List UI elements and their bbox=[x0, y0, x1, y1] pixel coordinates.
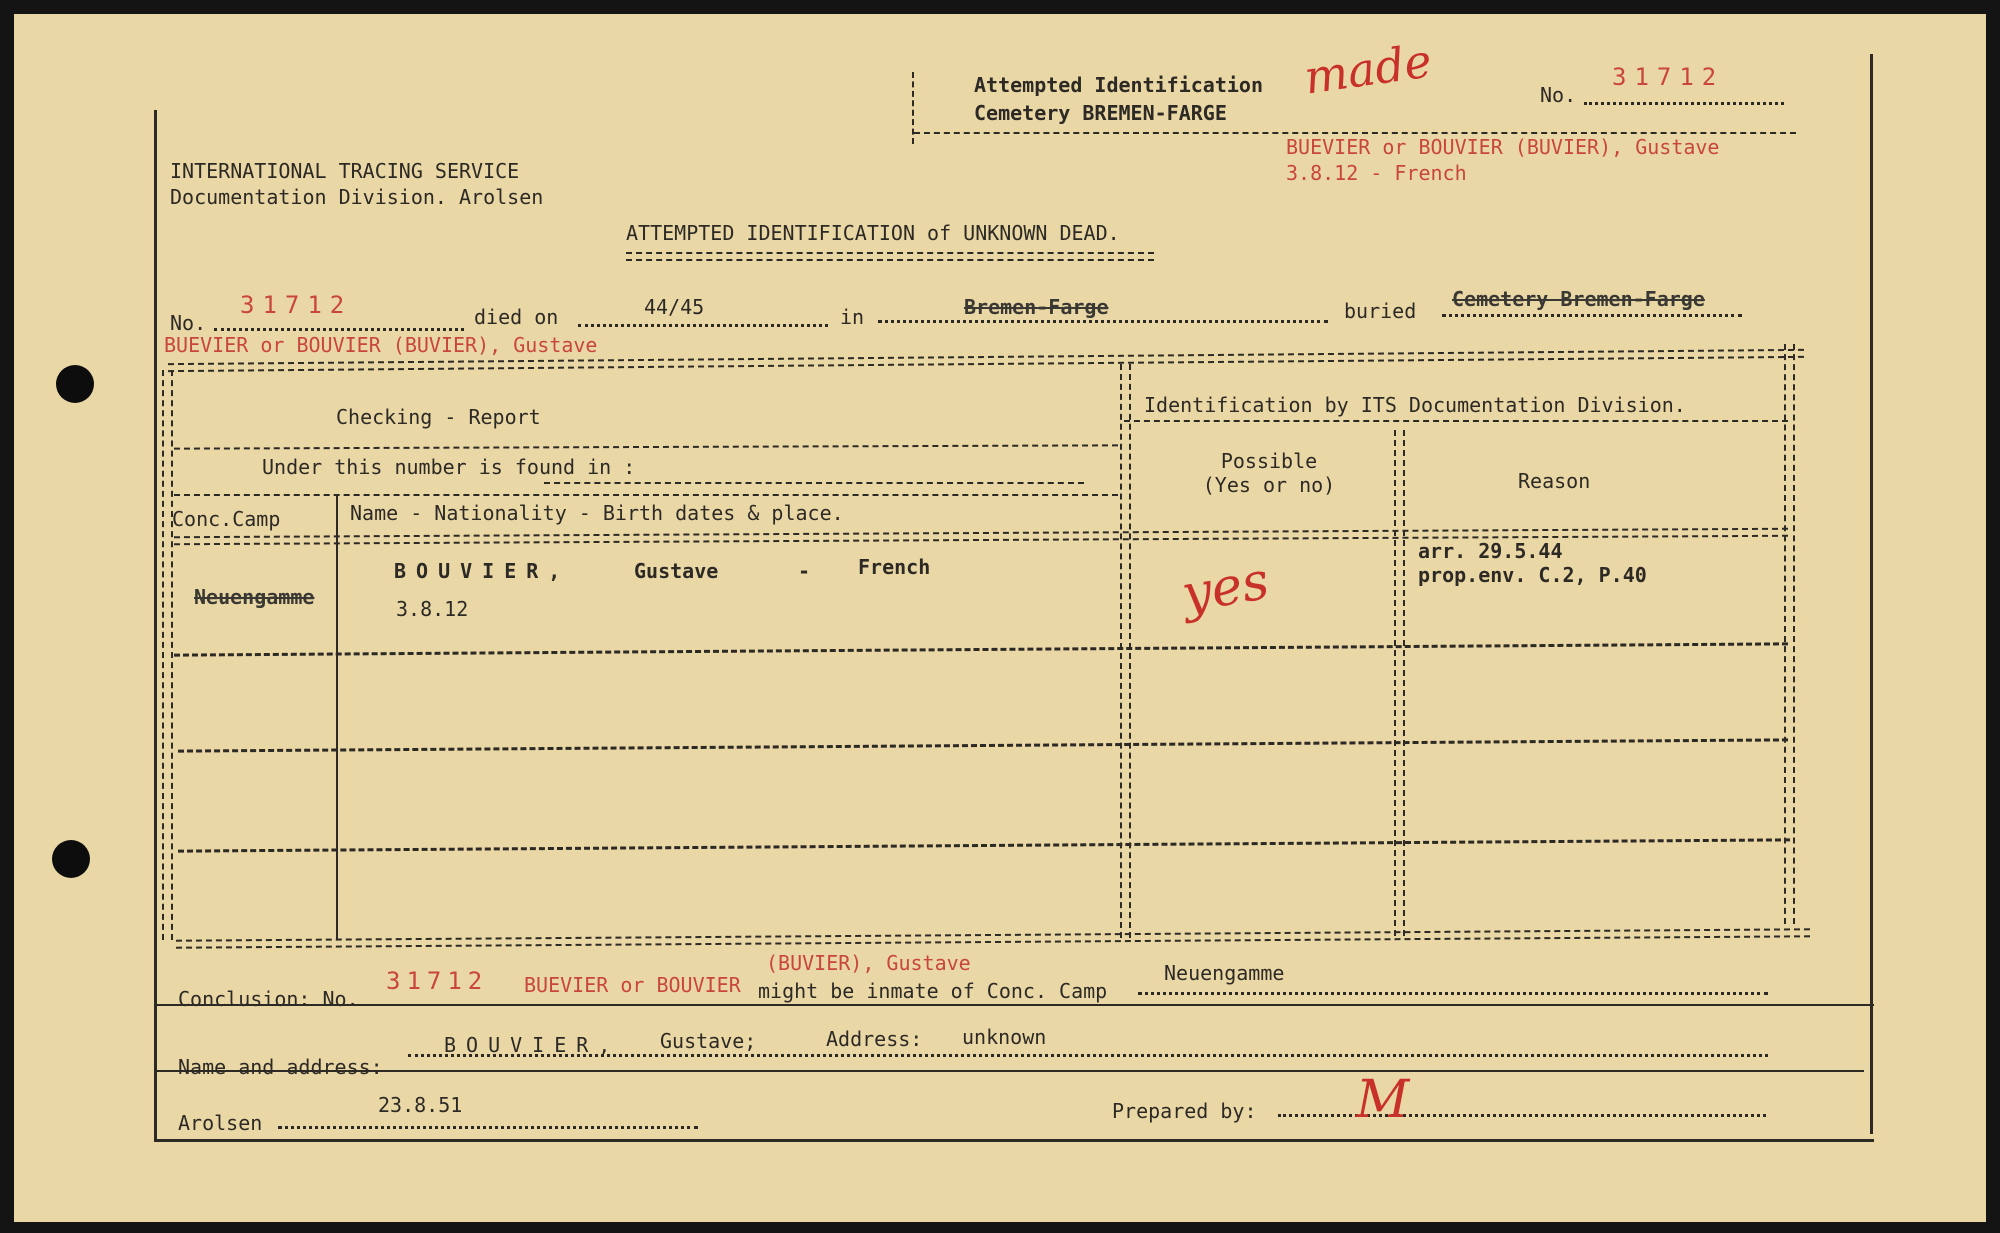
found-in-label: Under this number is found in : bbox=[262, 455, 636, 479]
record-no-value: 31712 bbox=[240, 291, 353, 319]
possible-header-line-1: Possible bbox=[1220, 449, 1318, 473]
row1-dash: - bbox=[798, 559, 811, 583]
record-name-red: BUEVIER or BOUVIER (BUVIER), Gustave bbox=[164, 333, 598, 357]
top-number-value: 31712 bbox=[1612, 63, 1725, 91]
top-number-label: No. bbox=[1540, 83, 1577, 107]
top-number-dots bbox=[1584, 102, 1784, 105]
row1-reason-line-1: arr. 29.5.44 bbox=[1418, 539, 1563, 563]
record-no-dots bbox=[214, 328, 464, 331]
name-address-surname: BOUVIER, bbox=[444, 1033, 621, 1057]
conclusion-camp-value: Neuengamme bbox=[1164, 961, 1285, 985]
place-dots bbox=[278, 1126, 698, 1129]
buried-dots bbox=[1442, 314, 1742, 317]
name-address-firstname: Gustave; bbox=[660, 1029, 757, 1053]
table-right-border bbox=[1784, 344, 1795, 924]
buried-label: buried bbox=[1344, 299, 1417, 323]
reason-header: Reason bbox=[1518, 469, 1591, 493]
table-header-divider-left bbox=[174, 444, 1118, 449]
table-header-divider-right bbox=[1124, 420, 1788, 422]
died-on-label: died on bbox=[474, 305, 559, 329]
conclusion-camp-dots bbox=[1138, 992, 1768, 995]
found-in-row-divider bbox=[174, 494, 1118, 496]
conclusion-inmate-text: might be inmate of Conc. Camp bbox=[758, 979, 1108, 1003]
org-line-2: Documentation Division. Arolsen bbox=[170, 185, 544, 209]
handwritten-made: made bbox=[1300, 33, 1435, 105]
row1-reason-line-2: prop.env. C.2, P.40 bbox=[1418, 563, 1647, 587]
in-value: Bremen-Farge bbox=[964, 295, 1109, 319]
row-divider-2 bbox=[178, 738, 1788, 752]
conclusion-label: Conclusion: No. bbox=[178, 987, 359, 1011]
name-nationality-header: Name - Nationality - Birth dates & place. bbox=[350, 501, 844, 525]
died-on-value: 44/45 bbox=[644, 295, 705, 319]
stamp-line-2: Cemetery BREMEN-FARGE bbox=[974, 101, 1227, 125]
prepared-by-dots bbox=[1278, 1114, 1766, 1117]
footer-date: 23.8.51 bbox=[378, 1093, 463, 1117]
table-bottom-border bbox=[176, 928, 1810, 948]
punch-hole-top bbox=[56, 365, 94, 403]
bottom-border-line bbox=[154, 1139, 1874, 1142]
address-value: unknown bbox=[962, 1025, 1047, 1049]
header-birth-red: 3.8.12 - French bbox=[1286, 161, 1467, 185]
table-possible-reason-divider bbox=[1394, 430, 1405, 936]
conclusion-number: 31712 bbox=[386, 967, 489, 995]
address-label: Address: bbox=[826, 1027, 923, 1051]
in-label: in bbox=[840, 305, 865, 329]
in-dots bbox=[878, 320, 1328, 323]
row-divider-3 bbox=[178, 838, 1790, 852]
died-on-dots bbox=[578, 324, 828, 327]
table-left-border bbox=[162, 370, 173, 940]
document-title: ATTEMPTED IDENTIFICATION of UNKNOWN DEAD. bbox=[626, 221, 1120, 245]
conclusion-name-red: BUEVIER or BOUVIER bbox=[524, 973, 741, 997]
row1-camp: Neuengamme bbox=[194, 585, 315, 609]
conclusion-underline bbox=[154, 1004, 1874, 1006]
prepared-by-label: Prepared by: bbox=[1112, 1099, 1257, 1123]
table-middle-divider bbox=[1120, 364, 1131, 938]
record-no-label: No. bbox=[170, 311, 207, 335]
left-border-line bbox=[154, 110, 157, 1142]
stamp-line-1: Attempted Identification bbox=[974, 73, 1263, 97]
place-label: Arolsen bbox=[178, 1111, 263, 1135]
stamp-box-bottom bbox=[914, 132, 1796, 134]
buried-value: Cemetery Bremen-Farge bbox=[1452, 287, 1705, 311]
name-address-label: Name and address: bbox=[178, 1055, 383, 1079]
identification-header: Identification by ITS Documentation Division. bbox=[1144, 393, 1686, 417]
conc-camp-header: Conc.Camp bbox=[172, 507, 281, 531]
punch-hole-bottom bbox=[52, 840, 90, 878]
checking-report-header: Checking - Report bbox=[336, 405, 541, 429]
found-in-underline bbox=[544, 482, 1084, 484]
right-border-line bbox=[1870, 54, 1873, 1134]
row1-firstname: Gustave bbox=[634, 559, 719, 583]
row1-nationality: French bbox=[858, 555, 931, 579]
header-name-red: BUEVIER or BOUVIER (BUVIER), Gustave bbox=[1286, 135, 1720, 159]
document-card bbox=[14, 14, 1986, 1222]
row1-possible-handwritten: yes bbox=[1177, 550, 1274, 626]
table-camp-column-line bbox=[336, 494, 338, 939]
org-line-1: INTERNATIONAL TRACING SERVICE bbox=[170, 159, 520, 183]
name-address-underline bbox=[154, 1070, 1864, 1072]
conclusion-name-red-2: (BUVIER), Gustave bbox=[766, 951, 971, 975]
title-underline bbox=[626, 252, 1154, 261]
possible-header-line-2: (Yes or no) bbox=[1202, 473, 1336, 497]
row1-surname: BOUVIER, bbox=[394, 559, 571, 583]
prepared-by-initials: M bbox=[1356, 1070, 1410, 1130]
row1-birthdate: 3.8.12 bbox=[396, 597, 469, 621]
row-divider-1 bbox=[174, 642, 1788, 656]
